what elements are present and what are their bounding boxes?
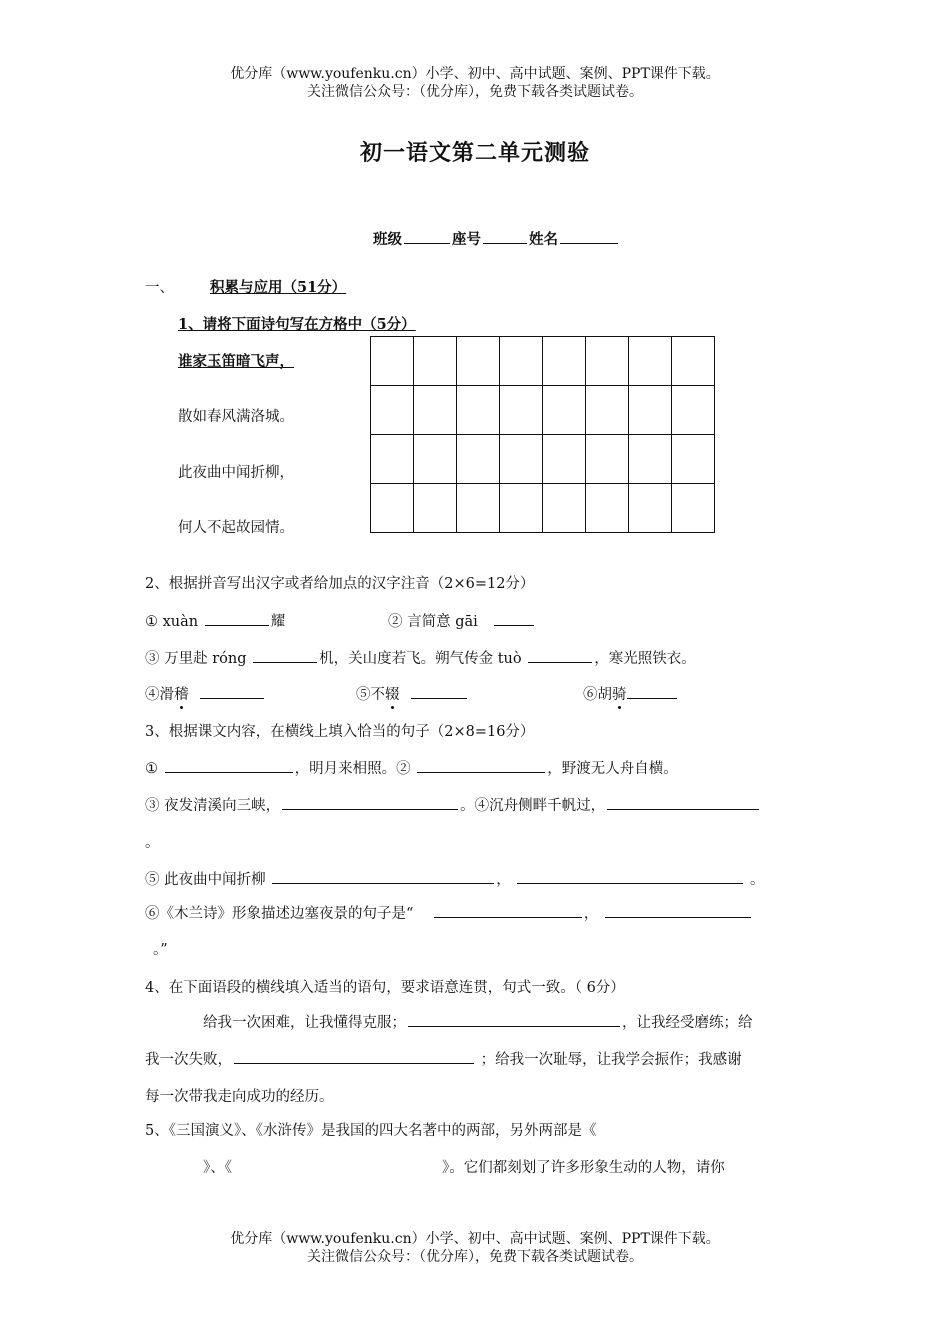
grid-cell[interactable] (672, 484, 715, 533)
q3-line-4-comma: ， (496, 872, 511, 888)
q2-item-5-text: ⑤不 (356, 687, 385, 703)
grid-cell[interactable] (543, 435, 586, 484)
q2-item-6-text: ⑥胡 (583, 687, 612, 703)
grid-cell[interactable] (371, 337, 414, 386)
grid-cell[interactable] (672, 386, 715, 435)
grid-row (371, 435, 715, 484)
q3-line-3: 。 (145, 835, 160, 851)
q2-item-4-text: ④滑 (145, 687, 174, 703)
q2-item-4 (145, 683, 266, 704)
q3-blank-7[interactable] (434, 903, 582, 918)
q2-item-6 (583, 683, 679, 704)
header-line-2: 关注微信公众号：（优分库），免费下载各类试题试卷。 (307, 84, 643, 100)
q4-para-line-1 (203, 1011, 753, 1032)
seat-blank[interactable] (483, 229, 527, 244)
q1-poem-line-4: 何人不起故园情。 (178, 520, 294, 536)
seat-label: 座号 (452, 231, 481, 248)
q2-item-5-dotted-char: 辍 (385, 687, 400, 703)
grid-cell[interactable] (543, 386, 586, 435)
q1-poem-line-3: 此夜曲中闻折柳， (178, 465, 294, 481)
grid-cell[interactable] (457, 435, 500, 484)
q5-line-2-a: 》、《 (203, 1160, 232, 1176)
grid-cell[interactable] (414, 484, 457, 533)
q1-prompt: 1、请将下面诗句写在方格中（5分） (178, 316, 416, 333)
q3-line-4-text: ⑤ 此夜曲中闻折柳 (145, 872, 266, 888)
q5-line-1: 5、《三国演义》、《水浒传》是我国的四大名著中的两部，另外两部是《 (145, 1123, 597, 1139)
q2-item-6-blank[interactable] (627, 684, 677, 699)
section-title: 积累与应用（51分） (210, 279, 347, 296)
section-number: 一、 (145, 280, 174, 296)
grid-cell[interactable] (500, 386, 543, 435)
q4-para-2-text: 我一次失败， (145, 1052, 232, 1068)
grid-cell[interactable] (457, 337, 500, 386)
grid-cell[interactable] (457, 386, 500, 435)
q4-para-line-2 (145, 1048, 742, 1069)
grid-cell[interactable] (371, 386, 414, 435)
q3-blank-6[interactable] (517, 869, 743, 884)
q4-para-2-end: ；给我一次耻辱，让我学会振作；我感谢 (480, 1052, 742, 1068)
q3-blank-4[interactable] (607, 795, 759, 810)
name-label: 姓名 (529, 231, 558, 248)
q5-line-2 (203, 1156, 725, 1177)
grid-cell[interactable] (500, 337, 543, 386)
writing-grid (370, 336, 715, 533)
grid-cell[interactable] (672, 435, 715, 484)
q2-item-3-blank-b[interactable] (528, 648, 592, 663)
q2-item-5-blank[interactable] (411, 684, 467, 699)
q2-item-5 (356, 683, 469, 704)
q4-para-line-3: 每一次带我走向成功的经历。 (145, 1089, 334, 1105)
q4-prompt: 4、在下面语段的横线填入适当的语句，要求语意连贯，句式一致。（ 6分） (145, 980, 625, 996)
q3-line-6: 。” (153, 942, 168, 958)
class-blank[interactable] (404, 229, 450, 244)
q2-item-1 (145, 610, 285, 631)
q2-item-6-dotted-char: 骑 (612, 687, 627, 703)
q1-poem-line-2: 散如春风满洛城。 (178, 409, 294, 425)
grid-cell[interactable] (629, 435, 672, 484)
grid-cell[interactable] (500, 484, 543, 533)
grid-cell[interactable] (629, 386, 672, 435)
q3-line-5 (145, 902, 753, 923)
q2-item-3-blank-a[interactable] (253, 648, 317, 663)
q2-item-4-dotted-char: 稽 (174, 687, 189, 703)
q2-item-3 (145, 647, 696, 668)
q2-item-1-suffix: 耀 (270, 614, 286, 630)
grid-cell[interactable] (586, 484, 629, 533)
q4-blank-2[interactable] (234, 1049, 474, 1064)
grid-cell[interactable] (543, 484, 586, 533)
q2-prompt: 2、根据拼音写出汉字或者给加点的汉字注音（2×6=12分） (145, 576, 535, 592)
footer-line-2: 关注微信公众号：（优分库），免费下载各类试题试卷。 (307, 1249, 643, 1265)
grid-cell[interactable] (586, 386, 629, 435)
name-blank[interactable] (560, 229, 618, 244)
q1-poem-line-1: 谁家玉笛暗飞声， (178, 353, 294, 370)
grid-cell[interactable] (371, 435, 414, 484)
grid-cell[interactable] (586, 435, 629, 484)
grid-cell[interactable] (629, 337, 672, 386)
q3-line-4 (145, 868, 764, 889)
q3-blank-2[interactable] (417, 758, 545, 773)
page-title: 初一语文第二单元测验 (359, 140, 590, 166)
q2-item-4-blank[interactable] (200, 684, 264, 699)
grid-cell[interactable] (543, 337, 586, 386)
q4-para-1-end: ，让我经受磨练；给 (622, 1015, 753, 1031)
q3-blank-1[interactable] (165, 758, 293, 773)
q3-line-2 (145, 794, 761, 815)
grid-cell[interactable] (414, 386, 457, 435)
q3-line-4-end: 。 (749, 872, 765, 888)
q3-line-5-text: ⑥《木兰诗》形象描述边塞夜景的句子是“ (145, 906, 414, 922)
q4-para-1-text: 给我一次困难，让我懂得克服； (203, 1015, 406, 1031)
q3-blank-5[interactable] (272, 869, 494, 884)
q2-item-2-text: ② 言简意 gāi (388, 614, 478, 630)
grid-cell[interactable] (371, 484, 414, 533)
q2-item-1-blank[interactable] (205, 611, 269, 626)
student-info (373, 228, 620, 249)
q3-blank-3[interactable] (282, 795, 458, 810)
grid-cell[interactable] (414, 435, 457, 484)
q4-blank-1[interactable] (408, 1012, 620, 1027)
header-line-1: 优分库（www.youfenku.cn）小学、初中、高中试题、案例、PPT课件下载。 (230, 66, 720, 82)
q2-item-2-blank[interactable] (494, 611, 534, 626)
grid-row (371, 386, 715, 435)
class-label: 班级 (373, 231, 402, 248)
q2-item-3-end: ，寒光照铁衣。 (594, 651, 696, 667)
grid-row (371, 484, 715, 533)
q5-line-2-b: 》。它们都刻划了许多形象生动的人物，请你 (442, 1160, 725, 1176)
q3-line-5-comma: ， (583, 906, 599, 922)
q3-line-1-end: ，野渡无人舟自横。 (547, 761, 678, 777)
q3-line-1-mid: ，明月来相照。② (294, 761, 411, 777)
q2-item-2 (388, 610, 536, 631)
footer-line-1: 优分库（www.youfenku.cn）小学、初中、高中试题、案例、PPT课件下载。 (230, 1231, 720, 1247)
grid-cell[interactable] (500, 435, 543, 484)
q2-item-1-text: ① xuàn (145, 614, 199, 630)
q3-prompt: 3、根据课文内容，在横线上填入恰当的句子（2×8=16分） (145, 724, 535, 740)
grid-cell[interactable] (457, 484, 500, 533)
q3-line-1 (145, 757, 678, 778)
q3-line-2-mid: 。④沉舟侧畔千帆过， (460, 798, 606, 814)
q2-item-3-mid: 机，关山度若飞。朔气传金 tuò (319, 651, 522, 667)
grid-cell[interactable] (672, 337, 715, 386)
q3-line-2-text: ③ 夜发清溪向三峡， (145, 798, 281, 814)
grid-cell[interactable] (586, 337, 629, 386)
q2-item-3-text: ③ 万里赴 róng (145, 651, 247, 667)
q3-line-1-num: ① (145, 761, 158, 777)
q3-blank-8[interactable] (605, 903, 751, 918)
grid-cell[interactable] (414, 337, 457, 386)
grid-cell[interactable] (629, 484, 672, 533)
grid-row (371, 337, 715, 386)
